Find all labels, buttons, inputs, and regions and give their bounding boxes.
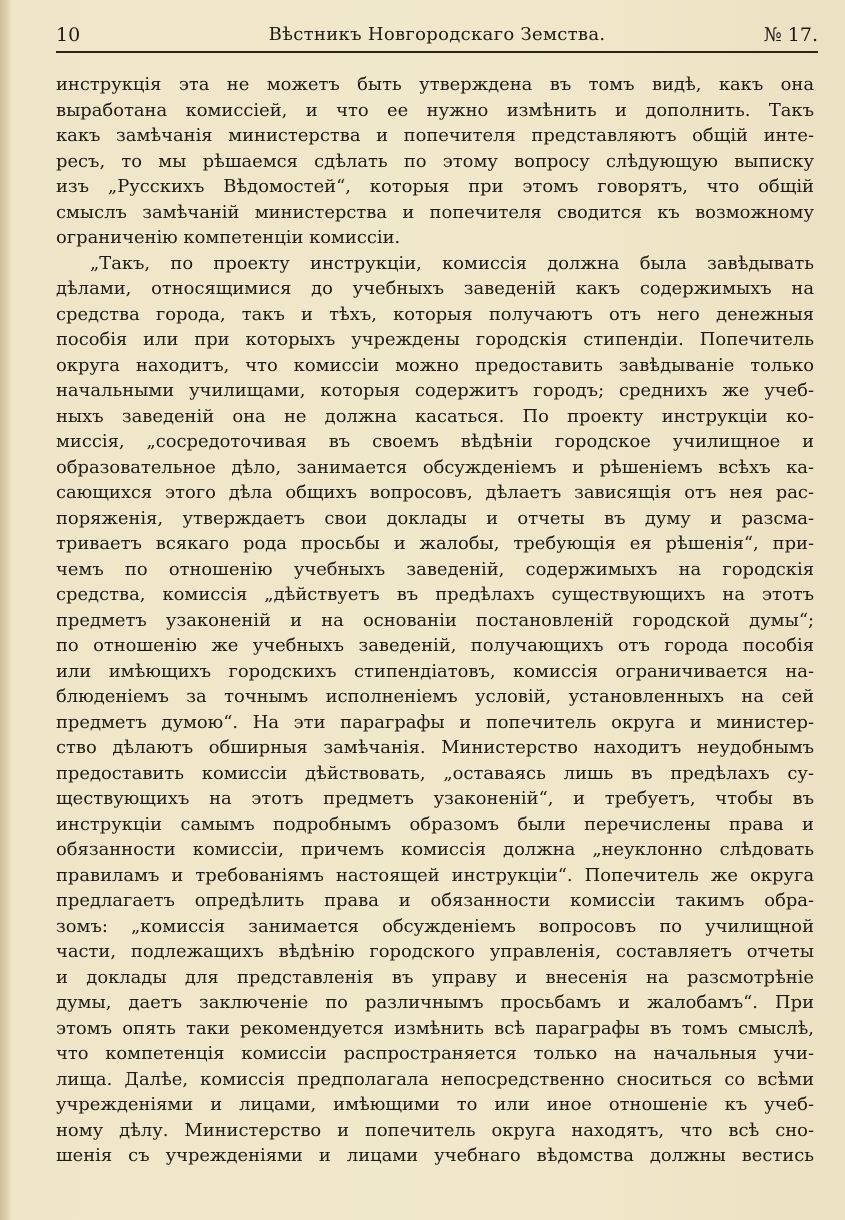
text-line: инструкціи самымъ подробнымъ образомъ были перечислены права и — [56, 813, 814, 835]
text-line: дѣлами, относящимися до учебныхъ заведеній какъ содержимыхъ на — [56, 278, 814, 299]
text-line: предметъ думою“. На эти параграфы и попечитель округа и министер- — [56, 711, 814, 733]
text-line: ныхъ заведеній она не должна касаться. По проекту инструкціи ко- — [56, 405, 814, 427]
text-line: блюденіемъ за точнымъ исполненіемъ условій, установленныхъ на сей — [56, 686, 814, 707]
journal-title: Вѣстникъ Новгородскаго Земства. — [268, 24, 606, 45]
text-line: инструкція эта не можетъ быть утверждена въ томъ видѣ, какъ она — [56, 74, 814, 95]
text-line: выработана комиссіей, и что ее нужно измѣнить и дополнить. Такъ — [56, 99, 814, 121]
text-line: ство дѣлаютъ обширныя замѣчанія. Министерство находитъ неудобнымъ — [56, 737, 814, 758]
text-line: предлагаетъ опредѣлить права и обязанности комиссіи такимъ обра- — [56, 890, 814, 911]
text-line: обязанности комиссіи, причемъ комиссія должна „неуклонно слѣдовать — [56, 839, 814, 860]
text-line: чемъ по отношенію учебныхъ заведеній, содержимыхъ на городскія — [56, 558, 814, 580]
binding-edge — [0, 0, 10, 1220]
text-line: шенія съ учрежденіями и лицами учебнаго вѣдомства должны вестись — [56, 1145, 814, 1166]
header-rule — [56, 51, 818, 53]
text-line: триваетъ всякаго рода просьбы и жалобы, требующія ея рѣшенія“, при- — [56, 533, 814, 554]
text-line: этомъ опять таки рекомендуется измѣнить всѣ параграфы въ томъ смыслѣ, — [56, 1017, 814, 1039]
text-line: изъ „Русскихъ Вѣдомостей“, которыя при этомъ говорятъ, что общій — [56, 176, 814, 197]
text-line: средства, комиссія „дѣйствуетъ въ предѣлахъ существующихъ на этотъ — [56, 584, 814, 605]
text-line: ресъ, то мы рѣшаемся сдѣлать по этому вопросу слѣдующую выписку — [56, 150, 814, 172]
text-line: пособія или при которыхъ учреждены городскія стипендіи. Попечитель — [56, 329, 814, 350]
text-line: что компетенція комиссіи распространяется только на начальныя учи- — [56, 1043, 814, 1064]
text-line: „Такъ, по проекту инструкціи, комиссія должна была завѣдывать — [90, 252, 814, 274]
text-line: сающихся этого дѣла общихъ вопросовъ, дѣлаетъ зависящія отъ нея рас- — [56, 482, 814, 503]
text-line: и доклады для представленія въ управу и внесенія на разсмотрѣніе — [56, 966, 814, 988]
text-line: по отношенію же учебныхъ заведеній, получающихъ отъ города пособія — [56, 635, 814, 656]
text-line: правиламъ и требованіямъ настоящей инструкціи“. Попечитель же округа — [56, 864, 814, 886]
text-line: предоставить комиссіи дѣйствовать, „оставаясь лишь въ предѣлахъ су- — [56, 762, 814, 784]
running-header — [56, 24, 818, 52]
issue-number: № 17. — [763, 24, 818, 46]
text-line: лища. Далѣе, комиссія предполагала непосредственно сноситься со всѣми — [56, 1068, 814, 1090]
text-line: какъ замѣчанія министерства и попечителя представляютъ общій инте- — [56, 125, 814, 146]
paragraph — [56, 251, 814, 1169]
text-line: ограниченію компетенціи комиссіи. — [56, 227, 401, 248]
text-line: предметъ узаконеній и на основаніи постановленій городской думы“; — [56, 609, 814, 631]
page-number: 10 — [56, 24, 81, 46]
paragraph — [56, 72, 814, 251]
text-line: зомъ: „комиссія занимается обсужденіемъ вопросовъ по училищной — [56, 915, 814, 937]
text-line: части, подлежащихъ вѣдѣнію городского управленія, составляетъ отчеты — [56, 941, 814, 962]
text-line: учрежденіями и лицами, имѣющими то или иное отношеніе къ учеб- — [56, 1094, 814, 1115]
text-line: миссія, „сосредоточивая въ своемъ вѣдѣніи городское училищное и — [56, 431, 814, 452]
text-line: поряженія, утверждаетъ свои доклады и отчеты въ думу и разсма- — [56, 507, 814, 529]
text-line: ществующихъ на этотъ предметъ узаконеній“, и требуетъ, чтобы въ — [56, 788, 814, 809]
text-line: смыслъ замѣчаній министерства и попечителя сводится къ возможному — [56, 201, 814, 223]
text-line: средства города, такъ и тѣхъ, которыя получаютъ отъ него денежныя — [56, 303, 814, 325]
text-line: начальными училищами, которыя содержитъ городъ; среднихъ же учеб- — [56, 380, 814, 401]
text-line: округа находитъ, что комиссіи можно предоставить завѣдываніе только — [56, 354, 814, 376]
text-line: ному дѣлу. Министерство и попечитель округа находятъ, что всѣ сно- — [56, 1119, 814, 1141]
text-line: образовательное дѣло, занимается обсужденіемъ и рѣшеніемъ всѣхъ ка- — [56, 456, 814, 478]
article-body — [56, 72, 814, 1169]
text-line: или имѣющихъ городскихъ стипендіатовъ, комиссія ограничивается на- — [56, 660, 814, 682]
text-line: думы, даетъ заключеніе по различнымъ просьбамъ и жалобамъ“. При — [56, 992, 814, 1013]
